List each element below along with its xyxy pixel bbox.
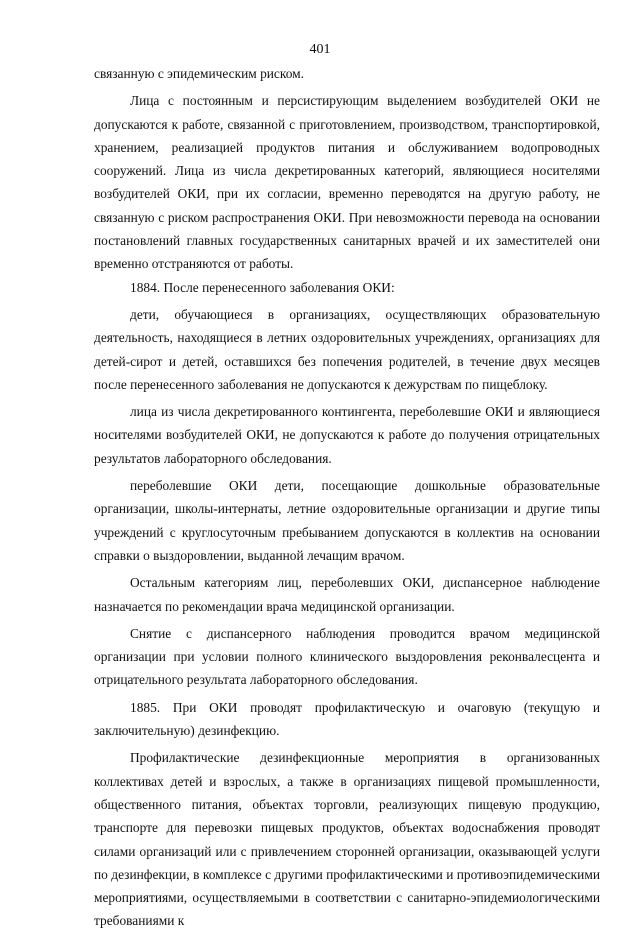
paragraph-children-restrictions: дети, обучающиеся в организациях, осуществляющих образовательную деятельность, находящиеся в летних оздоровительных учреждениях, организациях для детей-сирот и детей, оставшихся без попечения родителей, в течение двух месяцев после перенесенного заболевания не допускаются к дежурствам по пищеблоку. (94, 306, 600, 392)
paragraph-preventive-disinfection: Профилактические дезинфекционные мероприятия в организованных коллективах детей и взрослых, а также в организациях пищевой промышленности, общественного питания, объектах торговли, реализующих пищевую продукцию, транспорте для перевозки пищевых продуктов, объектах водоснабжения проводят силами организаций или с привлечением сторонней организации, оказывающей услуги по дезинфекции, в комплексе с другими профилактическими и противоэпидемическими мероприятиями, осуществляемыми в соответствии с санитарно-эпидемиологическими требованиями к (94, 750, 600, 929)
paragraph-carrier-restrictions: Лица с постоянным и персистирующим выделением возбудителей ОКИ не допускаются к работе, связанной с приготовлением, производством, транспортировкой, хранением, реализацией продуктов питания и обслуживанием водопроводных сооружений. Лица из числа декретированных категорий, являющиеся носителями возбудителей ОКИ, при их согласии, временно переводятся на другую работу, не связанную с риском распространения ОКИ. При невозможности перевода на основании постановлений главных государственных санитарных врачей и их заместителей они временно отстраняются от работы. (94, 93, 600, 272)
paragraph-preschool-admission: переболевшие ОКИ дети, посещающие дошкольные образовательные организации, школы-интернаты, летние оздоровительные организации и другие типы учреждений с круглосуточным пребыванием допускаются в коллектив на основании справки о выздоровлении, выданной лечащим врачом. (94, 478, 600, 563)
paragraph-continuation: связанную с эпидемическим риском. (94, 66, 304, 81)
clause-1885-disinfection: 1885. При ОКИ проводят профилактическую и очаговую (текущую и заключительную) дезинфекцию. (94, 699, 600, 739)
paragraph-dispensary-observation: Остальным категориям лиц, переболевших ОКИ, диспансерное наблюдение назначается по рекомендации врача медицинской организации. (94, 575, 600, 614)
document-body (94, 62, 600, 933)
paragraph-observation-removal: Снятие с диспансерного наблюдения проводится врачом медицинской организации при условии полного клинического выздоровления реконвалесцента и отрицательного результата лабораторного обследования. (94, 625, 600, 688)
page-number: 401 (309, 42, 331, 57)
paragraph-decreed-contingent: лица из числа декретированного контингента, переболевшие ОКИ и являющиеся носителями возбудителей ОКИ, не допускаются к работе до получения отрицательных результатов лабораторного обследования. (94, 404, 600, 466)
clause-1884-heading: 1884. После перенесенного заболевания ОКИ: (130, 279, 395, 295)
